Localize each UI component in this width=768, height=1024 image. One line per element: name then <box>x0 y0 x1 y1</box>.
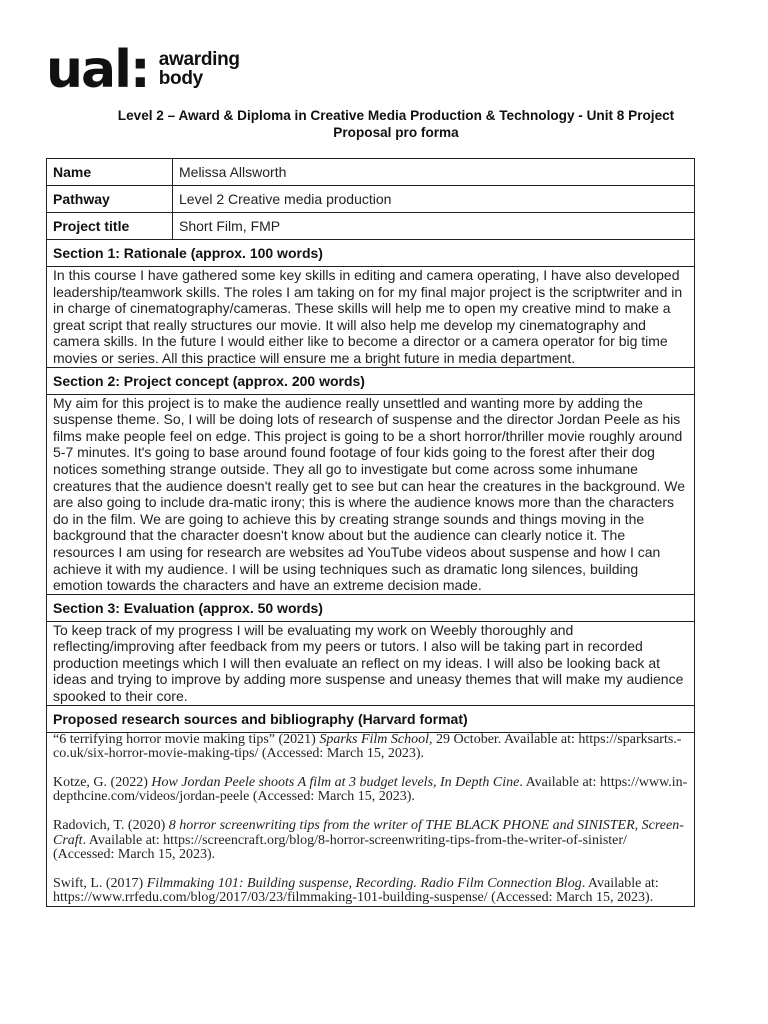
logo-text <box>159 50 240 88</box>
bibliography-heading: Proposed research sources and bibliography (Harvard format) <box>47 705 695 732</box>
ref-text: Swift, L. (2017) <box>53 875 147 891</box>
field-row-pathway <box>47 186 695 213</box>
ref-text: . Available at: https://www.in-depthcine.com/videos/jordan-peele (Accessed: March 15, 2023). <box>53 774 688 805</box>
ref-source: 8 horror screenwriting tips from the writer of THE BLACK PHONE and SINISTER, Screen-Craft <box>53 818 684 848</box>
logo-text-line1: awarding <box>158 49 240 70</box>
section-body: In this course I have gathered some key skills in editing and camera operating, I have also developed leadership/teamwork skills. The roles I am taking on for my final major project is the scriptwriter and in in charge of cinematography/cameras. These skills will help me to open my creative mind to make a great script that really structures our movie. It will also help me develop my cinematography and camera skills. In the future I would either like to become a director or a camera operator for big time movies or series. All this practice will ensure me a bright future in media department. <box>47 267 695 368</box>
bibliography-list <box>47 732 695 906</box>
bibliography-entry <box>53 877 688 906</box>
field-value: Melissa Allsworth <box>173 159 695 186</box>
document-title-line1: Level 2 – Award & Diploma in Creative Media Production & Technology - Unit 8 Project <box>117 108 675 123</box>
ref-text: . Available at: https://www.rrfedu.com/blog/2017/03/23/filmmaking-101-building-suspense/ (Accessed: March 15, 2023). <box>53 875 659 906</box>
ref-text: . Available at: https://screencraft.org/blog/8-horror-screenwriting-tips-from-the-writer-of-sinister/ (Accessed: March 15, 2023). <box>53 832 627 863</box>
field-label: Pathway <box>47 186 173 213</box>
ual-logo <box>46 40 240 100</box>
field-label: Name <box>47 159 173 186</box>
section-3-body-row <box>47 621 695 705</box>
bibliography-heading-row <box>47 705 695 732</box>
section-heading: Section 2: Project concept (approx. 200 words) <box>47 367 695 394</box>
logo-text-line2: body <box>158 68 203 89</box>
section-3-heading-row <box>47 594 695 621</box>
ref-source: How Jordan Peele shoots A film at 3 budget levels, In Depth Cine <box>151 774 520 790</box>
section-body: To keep track of my progress I will be evaluating my work on Weebly thoroughly and reflecting/improving after feedback from my peers or tutors. I also will be taking part in recorded production meetings which I will then evaluate an reflect on my ideas. I will also be looking back at ideas and trying to improve by adding more suspense and uneasy themes that will make my audience spooked to their core. <box>47 621 695 705</box>
section-body: My aim for this project is to make the audience really unsettled and wanting more by adding the suspense theme. So, I will be doing lots of research of suspense and the director Jordan Peele as his films make people feel on edge. This project is going to be a short horror/thriller movie roughly around 5-7 minutes. It's going to base around found footage of four kids going to the forest after their dog notices something strange outside. They all go to investigate but come across some inhumane creatures that the audience doesn't really get to see but can hear the creatures in the background. We are also going to include dra-matic irony; this is where the audience knows more than the characters do in the film. We are going to achieve this by creating strange sounds and things moving in the background that the character doesn't know about but the audience can clearly notice it. The resources I am using for research are websites ad YouTube videos about suspense and how I can achieve it with my audience. I will be using techniques such as dramatic long silences, building emotion towards the characters and have an extreme decision made. <box>47 394 695 594</box>
ref-source: Filmmaking 101: Building suspense, Recording. Radio Film Connection Blog <box>146 875 582 891</box>
section-heading: Section 3: Evaluation (approx. 50 words) <box>47 594 695 621</box>
bibliography-entry <box>53 776 688 805</box>
ref-text: , 29 October. Available at: https://sparksarts.-co.uk/six-horror-movie-making-tips/ (Accessed: March 15, 2023). <box>53 731 682 762</box>
field-row-project-title <box>47 213 695 240</box>
ref-text: Kotze, G. (2022) <box>53 774 152 790</box>
field-row-name <box>47 159 695 186</box>
field-label: Project title <box>47 213 173 240</box>
section-1-heading-row <box>47 240 695 267</box>
document-title-line2: Proposal pro forma <box>333 125 459 140</box>
field-value: Level 2 Creative media production <box>173 186 695 213</box>
section-2-heading-row <box>47 367 695 394</box>
section-1-body-row <box>47 267 695 368</box>
bibliography-entry <box>53 819 688 863</box>
ref-text: “6 terrifying horror movie making tips” (2021) <box>53 731 320 747</box>
bibliography-entry <box>53 733 688 762</box>
section-2-body-row <box>47 394 695 594</box>
ref-source: Sparks Film School <box>319 731 429 747</box>
field-value: Short Film, FMP <box>173 213 695 240</box>
logo-mark: ual: <box>46 40 149 100</box>
document-title <box>60 107 732 141</box>
ref-text: Radovich, T. (2020) <box>53 818 169 834</box>
proposal-form-table <box>46 158 695 907</box>
section-heading: Section 1: Rationale (approx. 100 words) <box>47 240 695 267</box>
bibliography-body-row <box>47 732 695 906</box>
